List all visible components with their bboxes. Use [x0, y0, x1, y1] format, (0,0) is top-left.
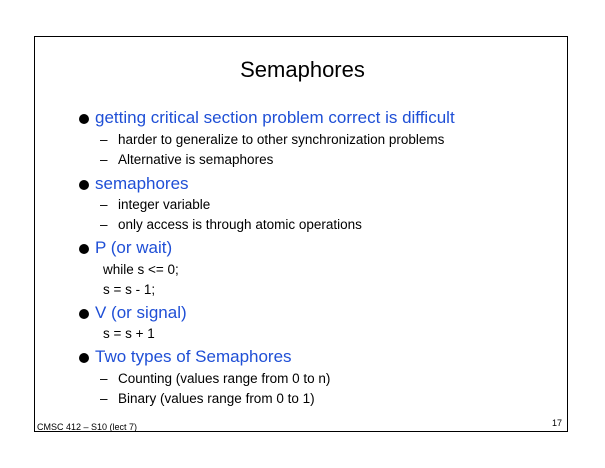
bullet-icon — [79, 180, 89, 190]
subitem-text: harder to generalize to other synchronization problems — [118, 132, 445, 147]
bullet-icon — [79, 114, 89, 124]
dash-icon: – — [100, 217, 108, 232]
bullet-text-critical-section: getting critical section problem correct is difficult — [95, 108, 455, 127]
slide-title: Semaphores — [240, 57, 365, 82]
bullet-text-two-types: Two types of Semaphores — [95, 347, 292, 366]
dash-icon: – — [100, 132, 108, 147]
code-line: s = s + 1 — [103, 326, 155, 341]
subitem-alternative — [100, 152, 273, 168]
subitem-binary — [100, 391, 315, 407]
subitem-text: Binary (values range from 0 to 1) — [118, 391, 315, 406]
subitem-counting — [100, 371, 330, 387]
page-number: 17 — [552, 418, 563, 428]
subitem-harder-to-generalize — [100, 132, 444, 148]
code-line: while s <= 0; — [103, 262, 179, 277]
subitem-atomic-operations — [100, 217, 362, 233]
subitem-text: integer variable — [118, 197, 211, 212]
bullet-icon — [79, 353, 89, 363]
subitem-text: Counting (values range from 0 to n) — [118, 371, 331, 386]
dash-icon: – — [100, 371, 108, 386]
bullet-text-v-signal: V (or signal) — [95, 303, 187, 322]
dash-icon: – — [100, 391, 108, 406]
subitem-text: only access is through atomic operations — [118, 217, 362, 232]
bullet-icon — [79, 309, 89, 319]
subitem-text: Alternative is semaphores — [118, 152, 274, 167]
code-line: s = s - 1; — [103, 282, 156, 297]
dash-icon: – — [100, 197, 108, 212]
subitem-integer-variable — [100, 197, 210, 213]
bullet-icon — [79, 244, 89, 254]
bullet-text-semaphores: semaphores — [95, 174, 189, 193]
footer-course-label: CMSC 412 – S10 (lect 7) — [37, 422, 138, 432]
dash-icon: – — [100, 152, 108, 167]
bullet-text-p-wait: P (or wait) — [95, 238, 173, 257]
